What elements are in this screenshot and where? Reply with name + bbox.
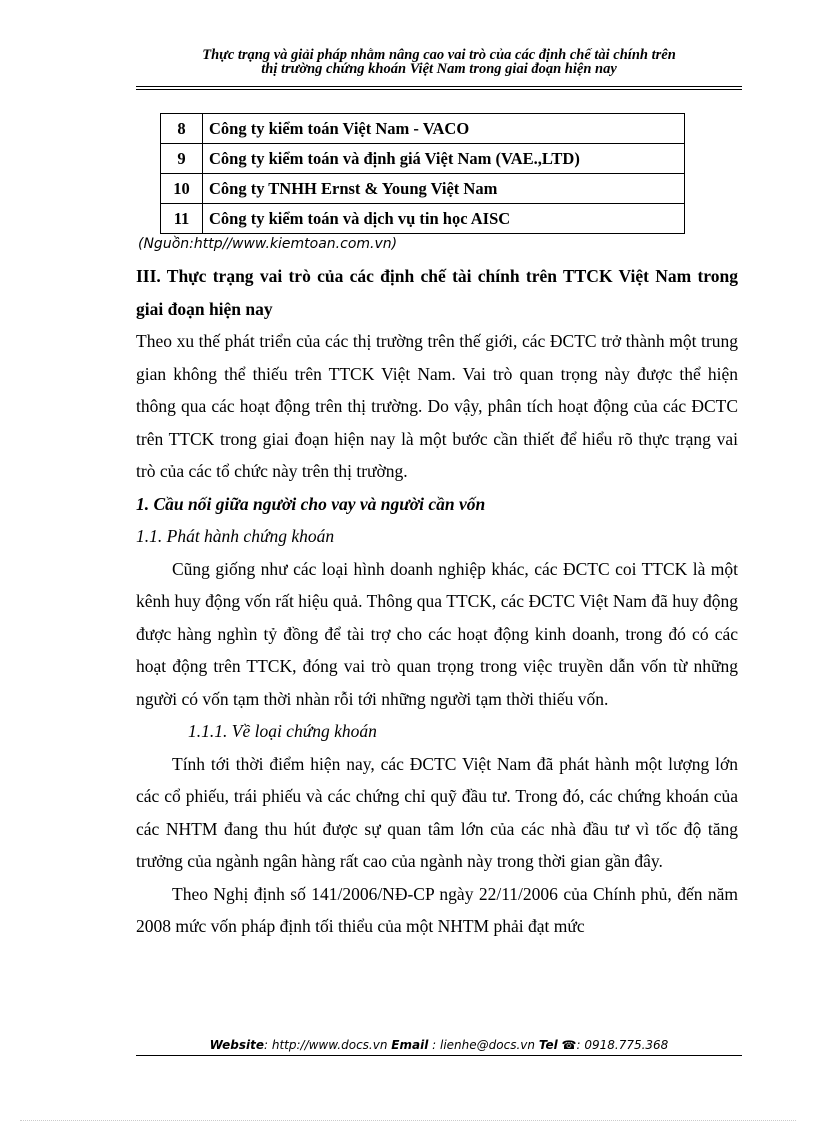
table-row <box>161 114 685 144</box>
row-number: 11 <box>161 204 203 234</box>
tel-label: Tel <box>538 1038 558 1052</box>
row-name: Công ty kiểm toán và dịch vụ tin học AISC <box>203 204 685 234</box>
row-number: 8 <box>161 114 203 144</box>
page-footer <box>136 1038 742 1052</box>
paragraph-1-1: Cũng giống như các loại hình doanh nghiệp khác, các ĐCTC coi TTCK là một kênh huy động vốn rất hiệu quả. Thông qua TTCK, các ĐCTC Việt Nam đã huy động được hàng nghìn tỷ đồng để tài trợ cho các hoạt động kinh doanh, trong đó có các hoạt động trên TTCK, đóng vai trò quan trọng trong việc truyền dẫn vốn từ những người có vốn tạm thời nhàn rỗi tới những người tạm thời thiếu vốn. <box>136 558 738 709</box>
email-label: Email <box>391 1038 429 1052</box>
heading-1: 1. Cầu nối giữa người cho vay và người cần vốn <box>136 493 486 514</box>
row-name: Công ty TNHH Ernst & Young Việt Nam <box>203 174 685 204</box>
table-row <box>161 174 685 204</box>
header-rule-top <box>136 86 742 87</box>
table-row <box>161 204 685 234</box>
audit-firms-table <box>160 113 685 234</box>
row-number: 10 <box>161 174 203 204</box>
section-3-paragraph: Theo xu thế phát triển của các thị trường trên thế giới, các ĐCTC trở thành một trung gian không thể thiếu trên TTCK Việt Nam. Vai trò quan trọng này được thể hiện thông qua các hoạt động trên thị trường. Do vậy, phân tích hoạt động của các ĐCTC trên TTCK trong giai đoạn hiện nay là một bước cần thiết để hiểu rõ thực trạng vai trò của các tổ chức này trên thị trường. <box>136 331 738 481</box>
heading-1-1: 1.1. Phát hành chứng khoán <box>136 526 335 546</box>
table-source: (Nguồn:http//www.kiemtoan.com.vn) <box>138 236 398 252</box>
website-value: : http://www.docs.vn <box>264 1038 388 1052</box>
phone-icon: ☎ <box>561 1038 577 1052</box>
heading-1-1-1: 1.1.1. Về loại chứng khoán <box>188 721 377 741</box>
paragraph-1-1-1-b: Theo Nghị định số 141/2006/NĐ-CP ngày 22/11/2006 của Chính phủ, đến năm 2008 mức vốn pháp định tối thiểu của một NHTM phải đạt mức <box>136 883 738 936</box>
table-row <box>161 144 685 174</box>
row-number: 9 <box>161 144 203 174</box>
section-3-title: III. Thực trạng vai trò của các định chế tài chính trên TTCK Việt Nam trong giai đoạn hiện nay <box>136 266 738 319</box>
main-content <box>136 260 738 943</box>
header-line-2: thị trường chứng khoán Việt Nam trong giai đoạn hiện nay <box>261 61 617 77</box>
website-label: Website <box>209 1038 264 1052</box>
page-header <box>136 48 742 76</box>
row-name: Công ty kiểm toán Việt Nam - VACO <box>203 114 685 144</box>
footer-rule <box>136 1055 742 1056</box>
email-value: : lienhe@docs.vn <box>432 1038 535 1052</box>
page-edge <box>20 1120 796 1121</box>
tel-value: : 0918.775.368 <box>576 1038 669 1052</box>
header-line-1: Thực trạng và giải pháp nhằm nâng cao vai trò của các định chế tài chính trên <box>202 47 676 63</box>
paragraph-1-1-1-a: Tính tới thời điểm hiện nay, các ĐCTC Việt Nam đã phát hành một lượng lớn các cổ phiếu, trái phiếu và các chứng chỉ quỹ đầu tư. Trong đó, các chứng khoán của các NHTM đang thu hút được sự quan tâm lớn của các nhà đầu tư vì tốc độ tăng trưởng của ngành ngân hàng rất cao của ngành này trong thời gian gần đây. <box>136 753 738 871</box>
header-rule-bottom <box>136 89 742 90</box>
row-name: Công ty kiểm toán và định giá Việt Nam (VAE.,LTD) <box>203 144 685 174</box>
